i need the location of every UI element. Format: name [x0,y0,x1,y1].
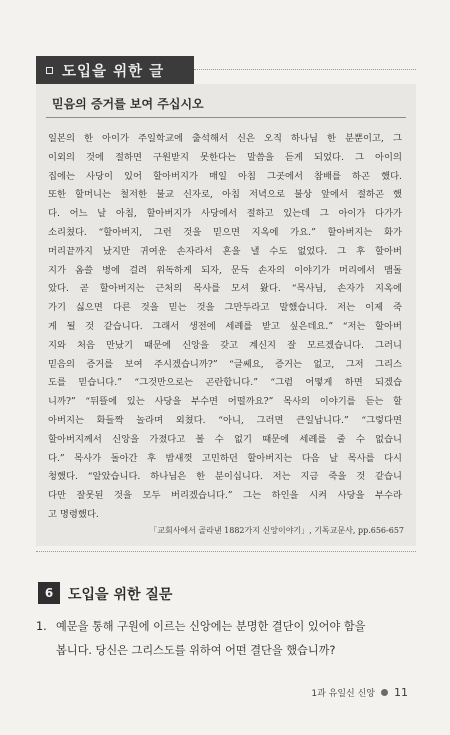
square-bullet-icon [46,67,53,74]
lesson-number-icon: 6 [38,582,60,604]
bullet-dot-icon [381,689,388,696]
text-line: 도를 믿습니다.” “그것만으로는 곤란합니다.” “그럼 어떻게 하면 되겠습 [48,377,402,389]
story-body [48,130,402,525]
text-line: 집에는 사당이 있어 할아버지가 매일 아침 그곳에서 참배를 하곤 했다. [48,170,402,182]
section-header [36,56,194,84]
question-item [36,615,416,663]
text-line: 고 명령했다. [48,508,99,520]
heading-divider [46,117,406,118]
text-line: 지가 옴쓸 병에 걸려 위독하게 되자, 문득 손자의 이야기가 머리에서 맴돌 [48,264,402,276]
header-divider [194,69,416,70]
text-line: 청했다. “알았습니다. 하나님은 한 분이십니다. 저는 지금 죽을 것 같습니 [48,471,402,483]
text-line: 다. 어느 날 아침, 할아버지가 사당에서 절하고 있는데 그 아이가 다가가 [48,208,402,220]
question-line: 예문을 통해 구원에 이르는 신앙에는 분명한 결단이 있어야 함을 [56,620,366,633]
text-line: 게 될 것 같습니다. 그래서 생전에 세례를 받고 싶은데요.” “저는 할아버 [48,320,402,332]
story-heading: 믿음의 증거를 보여 주십시오 [52,97,204,111]
question-section-title: 도입을 위한 질문 [68,587,173,603]
question-line: 봅니다. 당신은 그리스도를 위하여 어떤 결단을 했습니까? [56,644,336,657]
section-title: 도입을 위한 글 [62,63,165,80]
text-line: 가기 싫으면 다른 것을 믿는 것을 그만두라고 말했습니다. 저는 이제 죽 [48,302,402,314]
text-line: 할아버지께서 신앙을 가졌다고 볼 수 없기 때문에 세례를 줄 수 없습니 [48,433,402,445]
text-line: 이외의 것에 절하면 구원받지 못한다는 말씀을 듣게 되었다. 그 아이의 [48,151,402,163]
text-line: 일본의 한 아이가 주일학교에 출석해서 신은 오직 하나님 한 분뿐이고, 그 [48,133,402,144]
page-number: 11 [394,686,408,699]
text-line: 다만 잘못된 것을 모두 버리겠습니다.” 그는 하인을 시켜 사당을 부수라 [48,490,402,502]
text-line: 다.” 목사가 돌아간 후 밤새껏 고민하던 할아버지는 다음 날 목사를 다시 [48,452,402,464]
text-line: 니까?” “뒤뜰에 있는 사당을 부수면 어떨까요?” 목사의 이야기를 듣는 할 [48,396,402,408]
text-line: 아버지는 화들짝 놀라며 외쳤다. “아니, 그러면 큰일납니다.” “그렇다면 [48,414,402,426]
chapter-label: 1과 유일신 신앙 [311,689,375,699]
section-divider [36,551,416,552]
text-line: 았다. 곧 할아버지는 근처의 목사를 모셔 왔다. “목사님, 손자가 지옥에 [48,283,402,295]
text-line: 소리쳤다. “할아버지, 그런 것을 믿으면 지옥에 가요.” 할아버지는 화가 [48,226,402,238]
question-number: 1. [36,620,47,633]
text-line: 머리끝까지 났지만 귀여운 손자라서 혼을 낼 수도 없었다. 그 후 할아버 [48,245,402,257]
text-line: 또한 할머니는 철저한 불교 신자로, 아침 저녁으로 불상 앞에서 절하곤 했 [48,189,402,201]
source-citation: 「교회사에서 골라낸 1882가지 신앙이야기」, 기독교문사, pp.656-657 [149,526,404,535]
text-line: 믿음의 증거를 보여 주시겠습니까?” “글쎄요, 증거는 없고, 그저 그리스 [48,358,402,370]
page-footer [311,686,408,699]
text-line: 지와 처음 만났기 때문에 신앙을 갖고 계신지 잘 모르겠습니다. 그러니 [48,339,402,351]
